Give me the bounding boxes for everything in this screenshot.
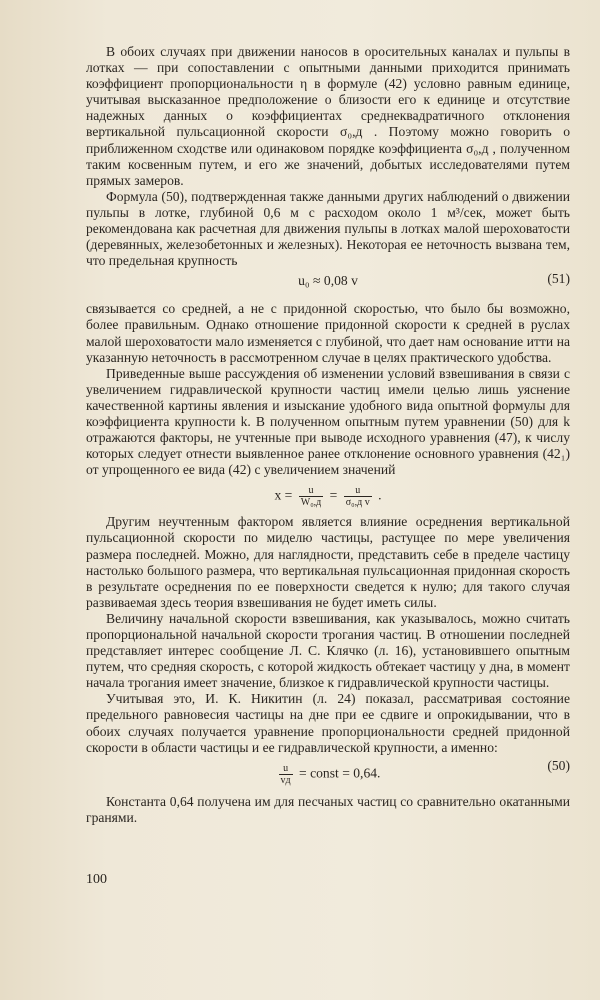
formula-x-fraction-2 [344, 485, 372, 508]
formula-50-fraction [279, 763, 293, 786]
formula-x-end: . [378, 487, 382, 503]
paragraph-5: Другим неучтенным фактором является влияние осреднения вертикальной пульсационной скорости по миделю частицы, растущее по мере увеличения размера последней. Можно, для наглядности, представить себе в пределе частицу настолько большого размера, что вертикальная пульсационная придонная скорость в результате осреднения по ее поверхности сведется к нулю; для такого случая развиваемая здесь теория взвешивания не будет иметь силы. [86, 514, 570, 610]
formula-50 [86, 757, 570, 793]
page-number: 100 [86, 872, 107, 887]
paragraph-2: Формула (50), подтвержденная также данными других наблюдений о движении пульпы в лотке, глубиной 0,6 м с расходом около 1 м³/сек, может быть рекомендована как расчетная для движения пульпы в лотках малой шероховатости (деревянных, железобетонных и железных). Некоторая ее неточность вызвана тем, что предельная крупность [86, 188, 570, 269]
formula-51-expression: u₀ ≈ 0,08 v [298, 273, 358, 289]
formula-50-numerator: u [279, 763, 293, 775]
paragraph-3: связывается со средней, а не с придонной скоростью, что было бы возможно, более правильным. Однако отношение придонной скорости к средней в руслах малой шероховатости мало изменяется с глубиной, что дает нам основание итти на указанную неточность в рассмотренном случае в целях практического удобства. [86, 301, 570, 365]
formula-x-equals: = [329, 487, 338, 503]
paragraph-8: Константа 0,64 получена им для песчаных частиц со сравнительно окатанными гранями. [86, 793, 570, 825]
formula-50-rhs: = const = 0,64. [299, 765, 381, 781]
paragraph-1: В обоих случаях при движении наносов в оросительных каналах и пульпы в лотках — при сопоставлении с опытными данными приходится принимать коэффициент пропорциональности η в формуле (42) условно равным единице, учитывая высказанное предположение о близости его к единице и отсутствие надежных данных о коэффициентах среднеквадратичного отклонения вертикальной пульсационной скорости σ₀,д . Поэтому можно говорить о приближенном сходстве или одинаковом порядке коэффициента σ₀,д , полученном таким косвенным путем, и его же значений, добытых исследователями путем прямых замеров. [86, 44, 570, 188]
paragraph-4: Приведенные выше рассуждения об изменении условий взвешивания в связи с увеличением гидравлической крупности частиц имели целью лишь уяснение качественной картины явления и изыскание удобного вида опытной формулы для коэффициента крупности k. В полученном опытным путем уравнении (50) для k отражаются факторы, не учтенные при выводе исходного уравнения (47), к числу которых следует отнести выявленное ранее отклонение основного уравнения (42₁) от упрощенного ее вида (42) с увеличением значений [86, 365, 570, 478]
formula-x-frac2-denominator: σ₀,д v [345, 497, 370, 509]
formula-50-denominator: vд [280, 774, 291, 786]
formula-x [86, 479, 570, 513]
formula-51 [86, 270, 570, 300]
formula-50-number: (50) [547, 757, 570, 773]
formula-x-frac1-numerator: u [299, 485, 324, 497]
paragraph-7: Учитывая это, И. К. Никитин (л. 24) показал, рассматривая состояние предельного равновесия частицы на дне при ее сдвиге и опрокидывании, что в обоих случаях получается уравнение пропорциональности средней придонной скорости в области частицы и ее гидравлической крупности, а именно: [86, 691, 570, 755]
formula-x-fraction-1 [299, 485, 324, 508]
formula-x-frac1-denominator: W₀,д [300, 497, 322, 509]
formula-x-lhs: x = [274, 487, 293, 503]
paragraph-6: Величину начальной скорости взвешивания, как указывалось, можно считать пропорциональной начальной скорости трогания частиц. В отношении последней представляет интерес сообщение Л. С. Клячко (л. 16), установившего опытным путем, что средняя скорость, с которой жидкость обтекает частицу у дна, в момент начала трогания имеет значение, близкое к гидравлической крупности частицы. [86, 610, 570, 691]
formula-x-frac2-numerator: u [344, 485, 372, 497]
formula-51-number: (51) [547, 271, 570, 287]
